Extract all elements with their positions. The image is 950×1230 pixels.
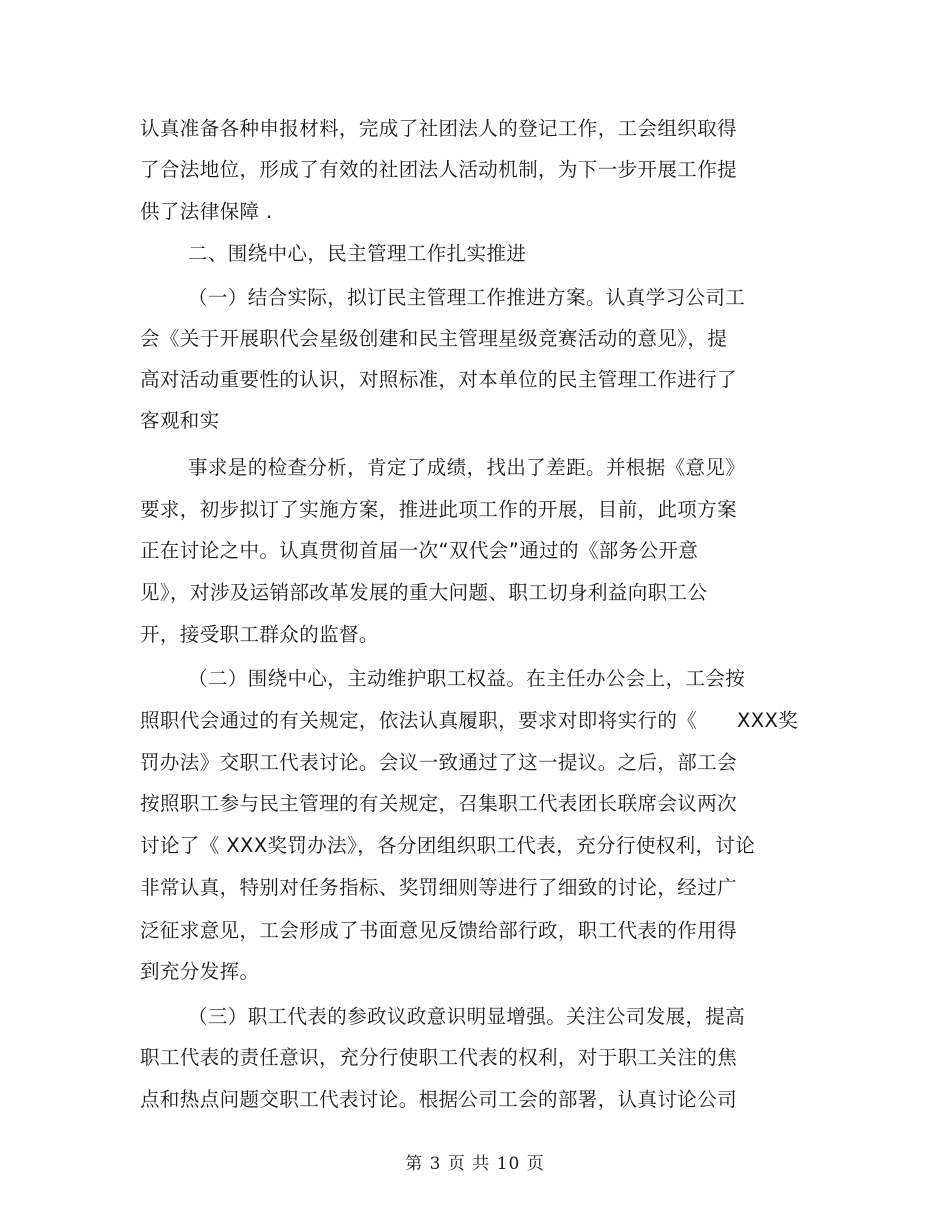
text-line-2: 了合法地位，形成了有效的社团法人活动机制，为下一步开展工作提 bbox=[140, 158, 738, 181]
text-line-12: 见》，对涉及运销部改革发展的重大问题、职工切身利益向职工公 bbox=[140, 581, 708, 604]
text-line-7: 高对活动重要性的认识，对照标准，对本单位的民主管理工作进行了 bbox=[140, 368, 738, 391]
text-line-16: 罚办法》交职工代表讨论。会议一致通过了这一提议。之后，部工会 bbox=[140, 751, 738, 774]
text-line-22: （三）职工代表的参政议政意识明显增强。关注公司发展，提高 bbox=[188, 1005, 746, 1028]
text-line-23: 职工代表的责任意识，充分行使职工代表的权利，对于职工关注的焦 bbox=[140, 1046, 738, 1069]
text-line-5: （一）结合实际，拟订民主管理工作推进方案。认真学习公司工 bbox=[188, 286, 746, 309]
text-line-10: 要求，初步拟订了实施方案，推进此项工作的开展，目前，此项方案 bbox=[140, 498, 738, 521]
text-line-13: 开，接受职工群众的监督。 bbox=[140, 623, 379, 646]
text-line-14: （二）围绕中心，主动维护职工权益。在主任办公会上，工会按 bbox=[188, 667, 746, 690]
text-line-20: 泛征求意见，工会形成了书面意见反馈给部行政，职工代表的作用得 bbox=[140, 919, 738, 942]
text-line-3: 供了法律保障 . bbox=[140, 200, 273, 223]
text-line-21: 到充分发挥。 bbox=[140, 960, 260, 983]
page-number-footer: 第 3 页 共 10 页 bbox=[405, 1154, 545, 1174]
text-line-11: 正在讨论之中。认真贯彻首届一次“双代会”通过的《部务公开意 bbox=[140, 539, 699, 562]
text-line-15: 照职代会通过的有关规定，依法认真履职，要求对即将实行的《 XXX奖 bbox=[140, 709, 799, 732]
section-heading: 二、围绕中心，民主管理工作扎实推进 bbox=[188, 242, 527, 265]
text-line-24: 点和热点问题交职工代表讨论。根据公司工会的部署，认真讨论公司 bbox=[140, 1088, 738, 1111]
text-line-17: 按照职工参与民主管理的有关规定，召集职工代表团长联席会议两次 bbox=[140, 792, 738, 815]
text-line-1: 认真准备各种申报材料，完成了社团法人的登记工作，工会组织取得 bbox=[140, 117, 738, 140]
text-line-6: 会《关于开展职代会星级创建和民主管理星级竞赛活动的意见》，提 bbox=[140, 327, 728, 350]
text-line-18: 讨论了《 XXX奖罚办法》，各分团组织职工代表，充分行使权利，讨论 bbox=[140, 834, 756, 857]
text-line-9: 事求是的检查分析，肯定了成绩，找出了差距。并根据《意见》 bbox=[188, 456, 746, 479]
text-line-19: 非常认真，特别对任务指标、奖罚细则等进行了细致的讨论，经过广 bbox=[140, 876, 738, 899]
text-line-8: 客观和实 bbox=[140, 409, 220, 432]
